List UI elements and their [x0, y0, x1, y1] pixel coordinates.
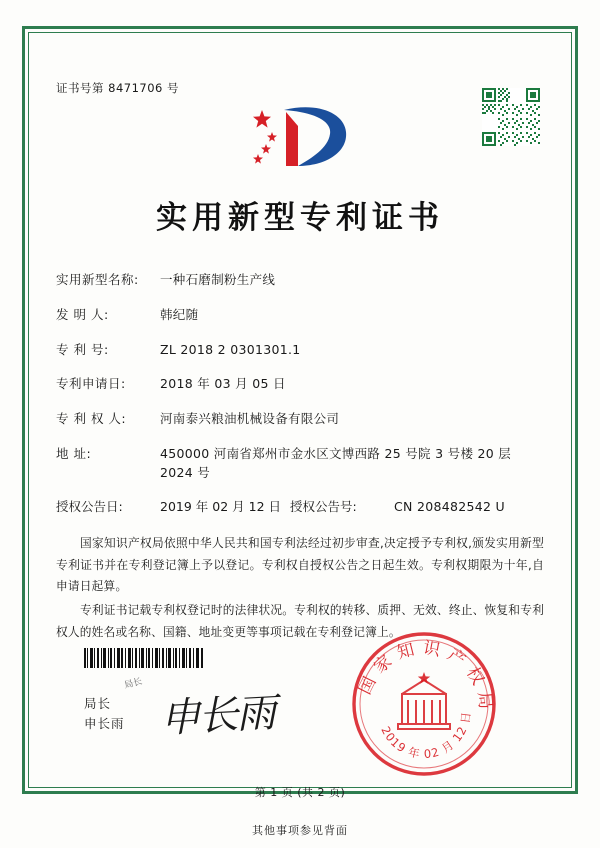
svg-text:2019 年 02 月 12 日: [378, 710, 473, 761]
seal-date: 2019 年 02 月 12 日: [378, 710, 474, 762]
footer-note: 其他事项参见背面: [252, 824, 348, 837]
grant-date-value: 2019 年 02 月 12 日: [160, 499, 281, 515]
field-row-address: [56, 445, 544, 483]
certificate-content: [56, 80, 544, 645]
page-indicator: 第 1 页 (共 2 页): [254, 786, 346, 799]
legal-paragraph-1: 国家知识产权局依照中华人民共和国专利法经过初步审查,决定授予专利权,颁发实用新型专利证书并在专利登记簿上予以登记。专利权自授权公告之日起生效。专利权期限为十年,自申请日起算。: [56, 536, 544, 594]
field-label: 专 利 号:: [56, 341, 109, 357]
handwritten-signature: 申长雨: [159, 690, 276, 742]
field-row-patentee: [56, 410, 544, 429]
field-label: 专利申请日:: [56, 376, 126, 392]
field-row-name: [56, 271, 544, 290]
field-label: 地 址:: [56, 445, 92, 461]
field-value: 韩纪随: [160, 306, 199, 322]
field-value: 2018 年 03 月 05 日: [160, 376, 286, 392]
grant-number-label: 授权公告号:: [290, 499, 357, 515]
field-value: ZL 2018 2 0301301.1: [160, 341, 301, 357]
page-title: 实用新型专利证书: [156, 200, 444, 236]
field-label: 专 利 权 人:: [56, 411, 127, 426]
legal-paragraph-2: 专利证书记载专利权登记时的法律状况。专利权的转移、质押、无效、终止、恢复和专利权人的姓名或名称、国籍、地址变更等事项记载在专利登记簿上。: [56, 602, 544, 639]
field-label: 实用新型名称:: [56, 272, 139, 287]
field-label: 发 明 人:: [56, 306, 109, 322]
official-seal: [348, 628, 500, 780]
certificate-number: 证书号第 8471706 号: [56, 81, 180, 95]
director-label: 局长: [84, 696, 112, 711]
field-row-grant: [56, 498, 544, 517]
grant-number-value: CN 208482542 U: [394, 499, 505, 515]
grant-date-label: 授权公告日:: [56, 499, 123, 515]
seal-outer-text: 国家知识产权局: [355, 638, 496, 717]
field-value: 一种石磨制粉生产线: [160, 272, 276, 287]
legal-text: [56, 533, 544, 643]
director-name: 申长雨: [84, 716, 125, 731]
field-row-application-date: [56, 375, 544, 394]
barcode-icon: [84, 648, 204, 668]
field-value: 450000 河南省郑州市金水区文博西路 25 号院 3 号楼 20 层 2024 号: [160, 445, 512, 480]
field-row-inventor: [56, 306, 544, 325]
field-value: 河南泰兴粮油机械设备有限公司: [160, 411, 340, 426]
signature-block: [84, 694, 125, 734]
field-list: [56, 271, 544, 517]
field-row-patent-number: [56, 341, 544, 360]
signature-mark: 局长: [123, 676, 144, 691]
